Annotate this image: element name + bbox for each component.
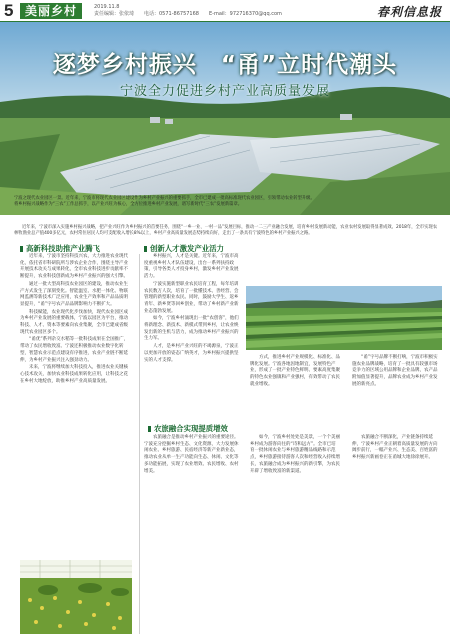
greenhouse-crop-photo [20, 560, 132, 634]
hero-title: 逐梦乡村振兴 “甬”立时代潮头 [52, 52, 398, 78]
article-column-brand-2 [352, 355, 438, 390]
hero-caption [14, 196, 438, 208]
paragraph: 方式，推进乡村产业规模化、标准化、品牌化发展。宁波各地因地制宜，发展特色产业，形成了一批产业特色鲜明、要素高度集聚的特色农业强镇和产业强村，有效带动了农民就业增收。 [250, 355, 340, 387]
hero-subtitle: 宁波全力促进乡村产业高质量发展 [119, 84, 330, 99]
paragraph: “甬优”系列杂交水稻等一批科技成果在全国推广，带动了农民增收致富。宁波还积极推动农业数字化转型，智慧农业示范点建设有序推进，农业产业链不断延伸，为乡村产业振兴注入强劲动力。 [20, 337, 129, 363]
paragraph: 农旅融合是推动乡村产业振兴的重要途径。宁波充分挖掘乡村生态、文化资源，大力发展休闲农业、乡村旅游、民宿经济等新产业新业态，推动农业从单一生产功能向生态、休闲、文化等多功能拓展，实现了农业增效、农民增收、农村增美。 [144, 435, 239, 474]
paragraph: 科技赋能，农业现代化步伐加快，现代农业园区成为乡村产业发展的重要载体，宁波以园区为平台，推动科技、人才、资本等要素向农业集聚，全市已建成省级现代农业园区多个。 [20, 309, 128, 335]
paragraph: 乡村振兴，人才是关键。近年来，宁波市高度重视乡村人才队伍建设，出台一系列扶持政策，引导各类人才投身乡村，激发乡村产业发展活力。 [144, 254, 239, 280]
paragraph: 通过一批大型高科技农业园区的建设，推动农业生产方式发生了深刻变化。智能温室、水肥一体化、物联网监测等新技术广泛应用，农业生产效率和产品品质明显提升，“甬”字号农产品品牌影响力不断扩大。 [20, 281, 128, 307]
masthead-meta [94, 4, 282, 18]
article-column-brand [250, 355, 340, 390]
rice-field-photo [246, 286, 442, 350]
column-divider [139, 254, 140, 634]
article-column-agritourism-2 [250, 435, 340, 476]
hero-caption-line2: 将乡村振兴战略作为“三农”工作总抓手，以产业兴旺为核心，全方位推进乡村产业发展，谱写新时代“三农”发展新篇章。 [14, 202, 243, 207]
section-heading-talent: 创新人才激发产业活力 [144, 243, 224, 254]
article-column-tech [20, 254, 132, 386]
article-column-agritourism-3 [352, 435, 438, 463]
paragraph: 如今，宁波乡村处处是美景，一个个美丽乡村成为游客向往的“诗和远方”。全市已培育一批休闲农业与乡村旅游精品线路和示范点，乡村旅游接待游客人次和经营收入持续增长，农旅融合成为乡村振兴的新引擎，为农民开辟了增收致富的新渠道。 [250, 435, 340, 474]
page-number: 5 [4, 1, 14, 20]
paragraph: 人才，是乡村产业兴旺的不竭源泉，宁波正以更加开放的姿态广纳英才，为乡村振兴提供坚实的人才支撑。 [144, 344, 239, 363]
section-label: 美丽乡村 [20, 3, 82, 19]
hero-caption-line1: 宁波之现代农业园区一景。近年来，宁波市将现代农业园区建设作为乡村产业振兴的重要抓手，全市已建成一批高标准现代农业园区，引领带动农业转型升级。 [14, 196, 315, 201]
intro-paragraph: 近年来，宁波市深入实施乡村振兴战略，把产业兴旺作为乡村振兴的首要任务，围绕“一乡一业、一村一品”发展目标，推动一二三产业融合发展，培育乡村发展新动能，农业农村发展取得显著成效。2018年，全市实现农林牧渔业总产值400多亿元，农村常住居民人均可支配收入增长8%以上，乡村产业高质量发展态势持续向好，走出了一条具有宁波特色的乡村产业振兴之路。 [14, 225, 437, 237]
section-heading-agritourism: 农旅融合实现提质增效 [148, 423, 228, 434]
article-column-talent [144, 254, 240, 365]
hero-section [0, 22, 450, 215]
masthead-contact: 责任编辑：张依琦 电话：0571-86757168 E-mail：972716370@qq.com [94, 11, 282, 17]
article-column-agritourism [144, 435, 242, 476]
paragraph: 宁波实施新型职业农民培育工程，每年培训农民数万人次，培育了一批懂技术、善经营、会管理的新型职业农民。同时，鼓励大学生、返乡青年、新乡贤等回乡创业，带动了乡村新产业新业态蓬勃发展。 [144, 281, 239, 314]
masthead-date: 2019.11.8 [94, 4, 210, 10]
paragraph: 未来，宁波将继续加大科技投入，推进农业关键核心技术攻关，加快农业科技成果转化应用，让科技之花在乡村大地绽放，助推乡村产业高质量发展。 [20, 365, 128, 384]
paragraph: 如今，宁波乡村涌现出一批“农创客”，他们将新理念、新技术、新模式带到乡村，让农业焕发出新的生机与活力，成为推动乡村产业振兴的生力军。 [144, 316, 239, 342]
section-heading-tech: 高新科技助推产业腾飞 [20, 243, 100, 254]
paragraph: “甬”字号品牌不断打响，宁波市积极实施农业品牌战略，培育了一批具有较强市场竞争力的区域公用品牌和企业品牌，农产品附加值显著提升，品牌农业成为乡村产业发展的新亮点。 [352, 355, 438, 387]
masthead [0, 0, 450, 22]
newspaper-brand: 春利信息报 [376, 5, 442, 19]
paragraph: 近年来，宁波市坚持科技兴农，大力推进农业现代化，依托省市科研院所与涉农企业合作，围绕主导产业开展技术攻关与成果转化，全市农业科技进步贡献率不断提升，农业科技创新成为乡村产业振兴的强大引擎。 [20, 254, 128, 280]
paragraph: 农旅融合不断深化，产业链条持续延伸，宁波乡村产业正朝着高质量发展的方向阔步前行，一幅产业兴、生态美、百姓富的乡村振兴新画卷正在甬城大地徐徐展开。 [352, 435, 438, 461]
